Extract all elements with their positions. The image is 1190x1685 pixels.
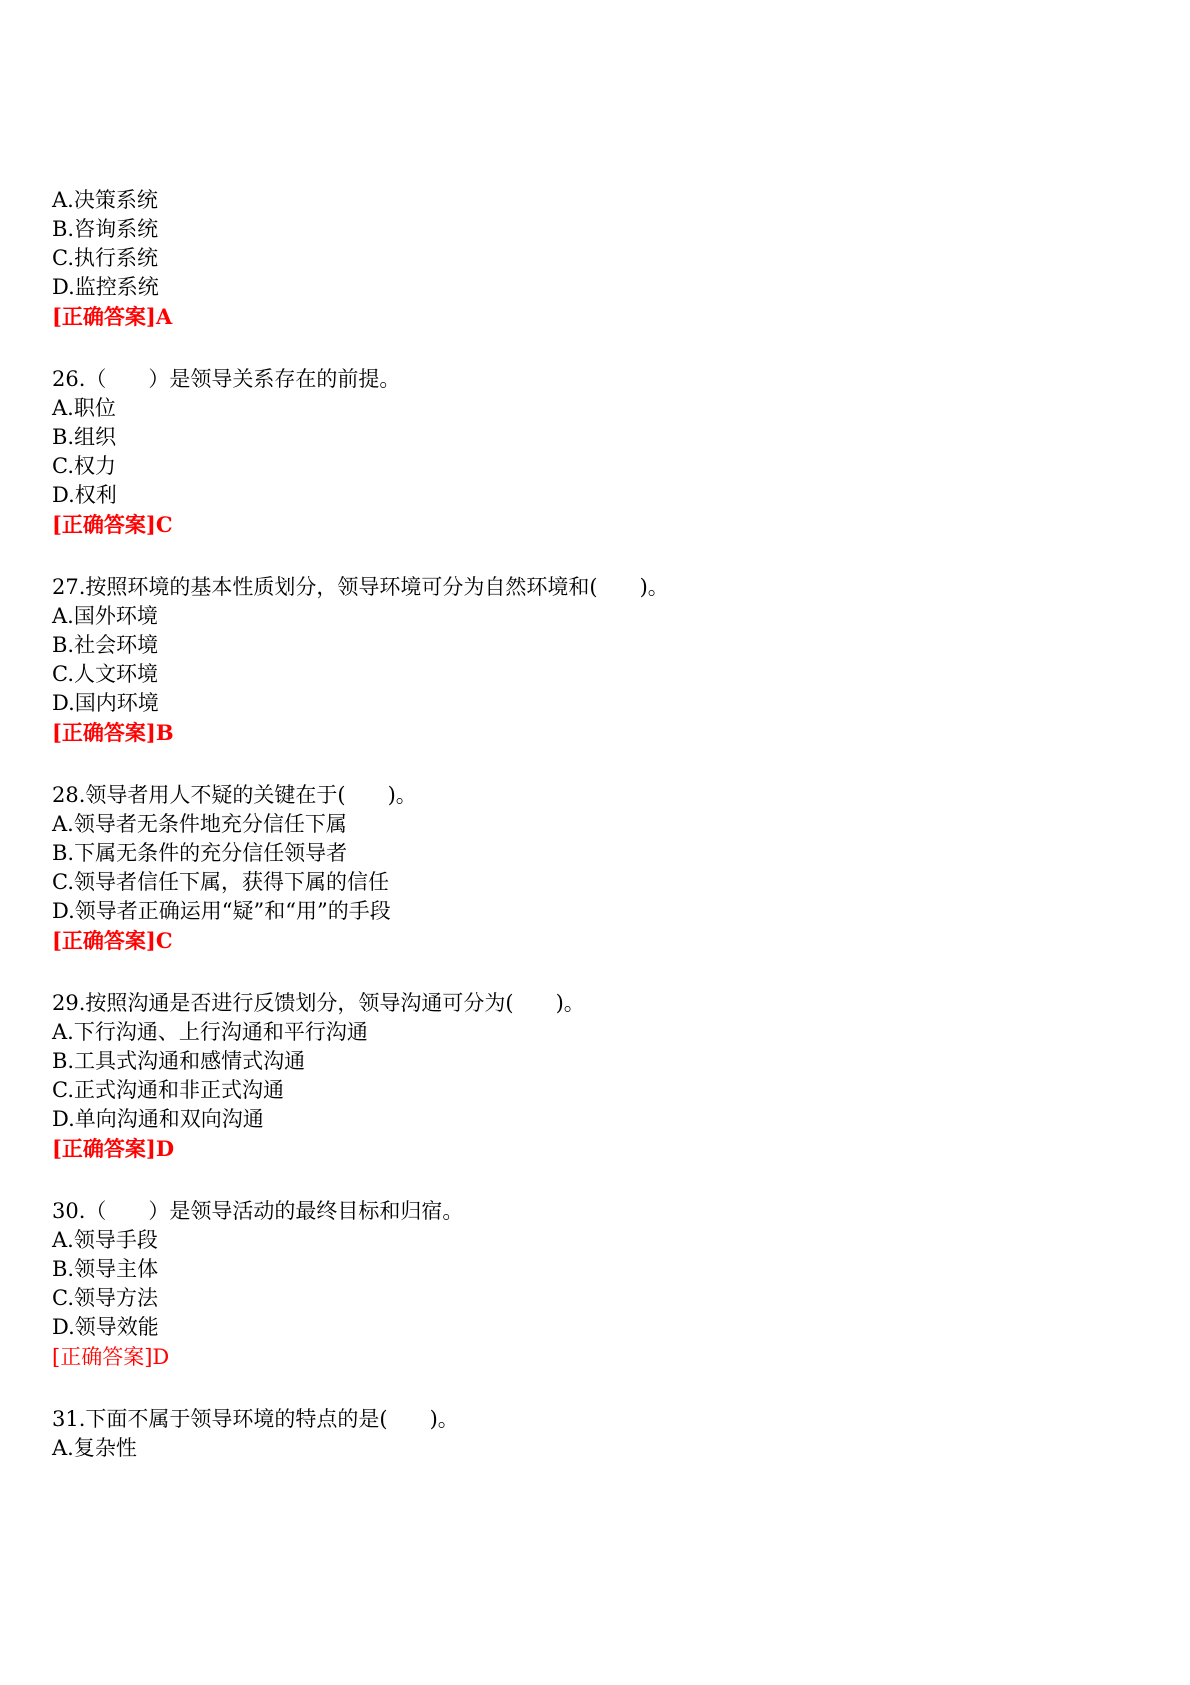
correct-answer-letter: D: [152, 1345, 170, 1369]
answer-option: A.职位: [52, 396, 116, 420]
question-spacer: [52, 1164, 1132, 1197]
correct-answer: [52, 1134, 1132, 1164]
question-spacer: [52, 332, 1132, 365]
question-block: [52, 781, 1132, 956]
correct-answer-label: [正确答案]: [52, 512, 156, 537]
answer-option: D.领导者正确运用“疑”和“用”的手段: [52, 899, 391, 923]
correct-answer: [52, 718, 1132, 748]
correct-answer-letter: C: [155, 512, 173, 537]
correct-answer-label: [正确答案]: [52, 1136, 156, 1161]
correct-answer-label: [正确答案]: [52, 304, 156, 329]
answer-option: B.咨询系统: [52, 217, 159, 241]
answer-option: D.国内环境: [52, 691, 159, 715]
correct-answer-letter: B: [155, 720, 174, 745]
correct-answer: [52, 510, 1132, 540]
answer-option: A.下行沟通、上行沟通和平行沟通: [52, 1020, 368, 1044]
correct-answer-letter: C: [155, 928, 173, 953]
answer-option: C.人文环境: [52, 662, 158, 686]
question-block: [52, 186, 1132, 332]
question-block: [52, 573, 1132, 748]
answer-option: A.领导者无条件地充分信任下属: [52, 812, 347, 836]
correct-answer: [52, 1342, 1132, 1372]
question-spacer: [52, 1372, 1132, 1405]
answer-option: B.社会环境: [52, 633, 159, 657]
answer-option: C.领导者信任下属，获得下属的信任: [52, 870, 389, 894]
question-spacer: [52, 748, 1132, 781]
question-block: [52, 365, 1132, 540]
answer-option: D.领导效能: [52, 1315, 159, 1339]
question-block: [52, 989, 1132, 1164]
answer-option: C.权力: [52, 454, 116, 478]
question-stem: 31.下面不属于领导环境的特点的是( )。: [52, 1407, 459, 1431]
correct-answer-letter: A: [155, 304, 173, 329]
answer-option: A.国外环境: [52, 604, 158, 628]
question-block: [52, 1405, 1132, 1463]
answer-option: A.领导手段: [52, 1228, 158, 1252]
answer-option: A.复杂性: [52, 1436, 137, 1460]
document-page: [52, 186, 1132, 1463]
answer-option: B.下属无条件的充分信任领导者: [52, 841, 348, 865]
question-stem: 26.（ ）是领导关系存在的前提。: [52, 367, 401, 391]
question-block: [52, 1197, 1132, 1372]
correct-answer: [52, 926, 1132, 956]
answer-option: C.领导方法: [52, 1286, 158, 1310]
correct-answer-label: [正确答案]: [52, 928, 156, 953]
question-stem: 30.（ ）是领导活动的最终目标和归宿。: [52, 1199, 464, 1223]
answer-option: C.正式沟通和非正式沟通: [52, 1078, 284, 1102]
question-stem: 28.领导者用人不疑的关键在于( )。: [52, 783, 417, 807]
correct-answer-letter: D: [155, 1136, 175, 1161]
answer-option: D.单向沟通和双向沟通: [52, 1107, 264, 1131]
correct-answer-label: [正确答案]: [52, 1345, 153, 1369]
answer-option: B.工具式沟通和感情式沟通: [52, 1049, 306, 1073]
question-stem: 29.按照沟通是否进行反馈划分，领导沟通可分为( )。: [52, 991, 585, 1015]
answer-option: B.组织: [52, 425, 117, 449]
correct-answer: [52, 302, 1132, 332]
question-spacer: [52, 956, 1132, 989]
answer-option: A.决策系统: [52, 188, 158, 212]
question-stem: 27.按照环境的基本性质划分，领导环境可分为自然环境和( )。: [52, 575, 669, 599]
answer-option: C.执行系统: [52, 246, 158, 270]
correct-answer-label: [正确答案]: [52, 720, 156, 745]
answer-option: B.领导主体: [52, 1257, 159, 1281]
question-spacer: [52, 540, 1132, 573]
answer-option: D.权利: [52, 483, 117, 507]
answer-option: D.监控系统: [52, 275, 159, 299]
